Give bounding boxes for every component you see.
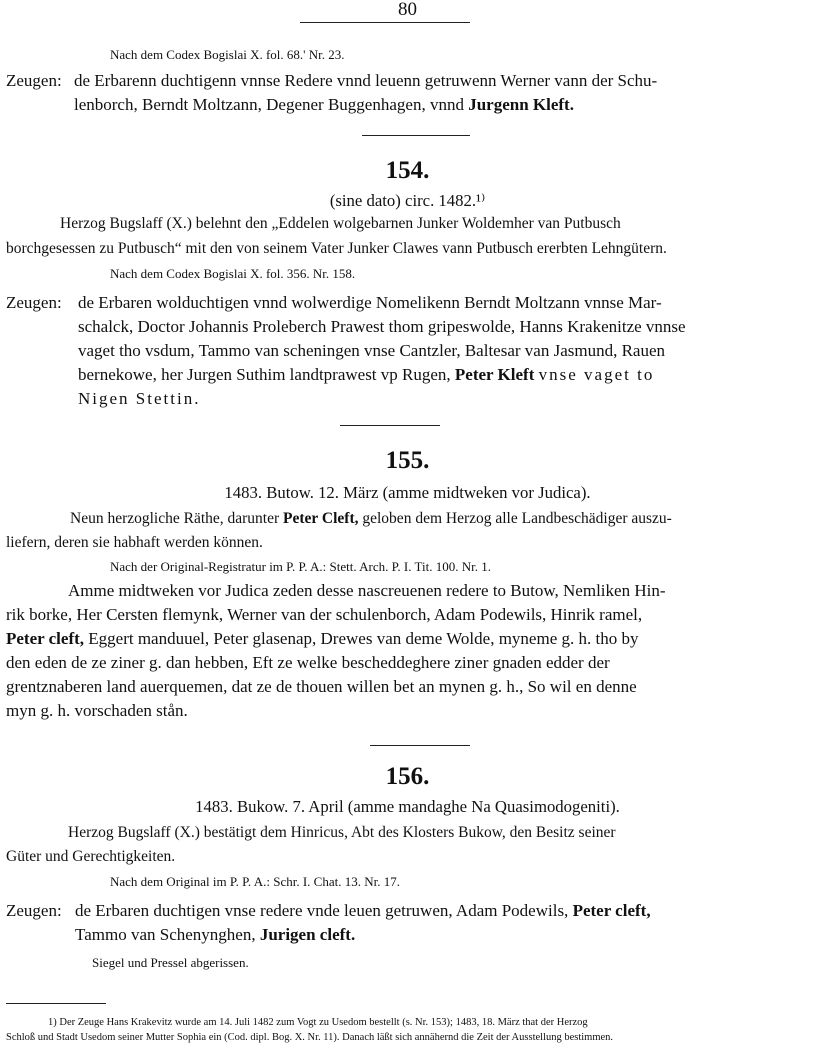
witness-154-line-1: de Erbaren wolduchtigen vnnd wolwerdige Nomelikenn Berndt Moltzann vnnse Mar- <box>78 293 662 312</box>
document-number-154: 154. <box>385 157 430 184</box>
footnote-line-1: 1) Der Zeuge Hans Krakevitz wurde am 14. Juli 1482 zum Vogt zu Usedom bestellt (s. Nr. 153); 1483, 18. März that der Herzog <box>48 1017 588 1028</box>
top-witness-label: Zeugen: <box>6 71 62 90</box>
summary-155-line-2: liefern, deren sie habhaft werden können. <box>6 534 263 551</box>
witness-label-154: Zeugen: <box>6 293 62 312</box>
page-number: 80 <box>398 0 417 20</box>
section-rule <box>362 135 470 136</box>
witness-154-line-5: Nigen Stettin. <box>78 389 201 408</box>
text-155-line-4: den eden de ze ziner g. dan hebben, Eft ze welke bescheddeghere ziner gnaden edder der <box>6 653 610 672</box>
source-note-154: Nach dem Codex Bogislai X. fol. 356. Nr. 158. <box>110 266 356 281</box>
text-155-line-1: Amme midtweken vor Judica zeden desse nascreuenen redere to Butow, Nemliken Hin- <box>68 581 666 600</box>
source-note-155: Nach der Original-Registratur im P. P. A.: Stett. Arch. P. I. Tit. 100. Nr. 1. <box>110 559 491 574</box>
summary-154-line-1: Herzog Bugslaff (X.) belehnt den „Eddelen wolgebarnen Junker Woldemher van Putbusch <box>60 215 621 232</box>
witness-156-line-2: Tammo van Schenynghen, Jurigen cleft. <box>75 925 356 944</box>
text-155-line-3: Peter cleft, Eggert manduuel, Peter glasenap, Drewes van deme Wolde, myneme g. h. tho by <box>6 629 639 648</box>
section-rule <box>340 425 440 426</box>
document-number-155: 155. <box>385 447 430 474</box>
footnote-line-2: Schloß und Stadt Usedom seiner Mutter Sophia ein (Cod. dipl. Bog. X. Nr. 11). Danach läßt sich annähernd die Zeit der Ausstellung bestimmen. <box>6 1032 614 1043</box>
witness-154-line-4: bernekowe, her Jurgen Suthim landtprawest vp Rugen, Peter Kleft vnse vaget to <box>78 365 655 384</box>
section-rule <box>370 745 470 746</box>
top-source-note: Nach dem Codex Bogislai X. fol. 68.' Nr. 23. <box>110 47 345 62</box>
top-witness-line-2: lenborch, Berndt Moltzann, Degener Buggenhagen, vnnd Jurgenn Kleft. <box>74 95 574 114</box>
text-155-line-5: grentznaberen land auerquemen, dat ze de thouen willen bet an mynen g. h., So wil en denne <box>6 677 637 696</box>
header-rule <box>300 22 470 23</box>
source-note-156: Nach dem Original im P. P. A.: Schr. I. Chat. 13. Nr. 17. <box>110 874 400 889</box>
footnote-rule <box>6 1003 106 1004</box>
summary-154-line-2: borchgesessen zu Putbusch“ mit den von seinem Vater Junker Clawes vann Putbusch ererbten Lehngütern. <box>6 240 667 257</box>
witness-label-156: Zeugen: <box>6 901 62 920</box>
witness-154-line-3: vaget tho vsdum, Tammo van scheningen vnse Cantzler, Baltesar van Jasmund, Rauen <box>78 341 666 360</box>
document-date-155: 1483. Butow. 12. März (amme midtweken vor Judica). <box>224 483 591 502</box>
witness-154-line-2: schalck, Doctor Johannis Proleberch Prawest thom gripeswolde, Hanns Krakenitze vnnse <box>78 317 686 336</box>
text-155-line-2: rik borke, Her Cersten flemynk, Werner van der schulenborch, Adam Podewils, Hinrik ramel, <box>6 605 643 624</box>
document-date-154: (sine dato) circ. 1482.¹⁾ <box>329 191 486 210</box>
summary-156-line-1: Herzog Bugslaff (X.) bestätigt dem Hinricus, Abt des Klosters Bukow, den Besitz seiner <box>68 824 616 841</box>
summary-156-line-2: Güter und Gerechtigkeiten. <box>6 848 176 865</box>
top-witness-line-1: de Erbarenn duchtigenn vnnse Redere vnnd leuenn getruwenn Werner vann der Schu- <box>74 71 658 90</box>
seal-note-156: Siegel und Pressel abgerissen. <box>92 955 249 970</box>
summary-155-line-1: Neun herzogliche Räthe, darunter Peter Cleft, geloben dem Herzog alle Landbeschädiger auszu- <box>70 510 672 527</box>
text-155-line-6: myn g. h. vorschaden stån. <box>6 701 188 720</box>
document-date-156: 1483. Bukow. 7. April (amme mandaghe Na Quasimodogeniti). <box>195 797 620 816</box>
document-number-156: 156. <box>385 763 430 790</box>
witness-156-line-1: de Erbaren duchtigen vnse redere vnde leuen getruwen, Adam Podewils, Peter cleft, <box>75 901 651 920</box>
